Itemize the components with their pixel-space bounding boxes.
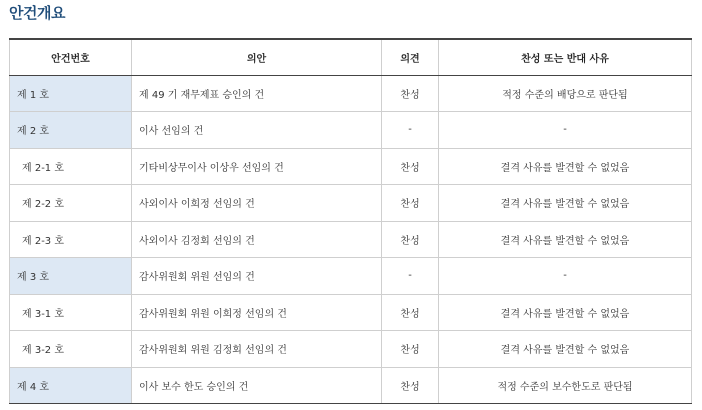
opinion-cell: 찬성 — [382, 75, 439, 112]
reason-cell: 결격 사유를 발견할 수 없었음 — [439, 148, 692, 185]
reason-cell: - — [439, 112, 692, 149]
agenda-cell: 사외이사 김정회 선임의 건 — [132, 221, 382, 258]
agenda-number-cell: 제 3-1 호 — [10, 294, 132, 331]
agenda-number-cell: 제 2-3 호 — [10, 221, 132, 258]
opinion-cell: 찬성 — [382, 185, 439, 222]
table-header-row — [10, 39, 692, 75]
reason-cell: 적정 수준의 보수한도로 판단됨 — [439, 367, 692, 404]
table-row — [10, 75, 692, 112]
reason-cell: 결격 사유를 발견할 수 없었음 — [439, 185, 692, 222]
agenda-number-cell: 제 2 호 — [10, 112, 132, 149]
reason-cell: 적정 수준의 배당으로 판단됨 — [439, 75, 692, 112]
table-row — [10, 221, 692, 258]
table-row — [10, 112, 692, 149]
opinion-cell: 찬성 — [382, 331, 439, 368]
reason-cell: - — [439, 258, 692, 295]
agenda-number-cell: 제 1 호 — [10, 75, 132, 112]
agenda-table — [9, 38, 692, 404]
header-opinion: 의견 — [382, 39, 439, 75]
table-row — [10, 367, 692, 404]
table-row — [10, 294, 692, 331]
reason-cell: 결격 사유를 발견할 수 없었음 — [439, 294, 692, 331]
agenda-cell: 이사 선임의 건 — [132, 112, 382, 149]
table-row — [10, 185, 692, 222]
agenda-number-cell: 제 4 호 — [10, 367, 132, 404]
agenda-number-cell: 제 3-2 호 — [10, 331, 132, 368]
header-agenda-number: 안건번호 — [10, 39, 132, 75]
agenda-cell: 사외이사 이희정 선임의 건 — [132, 185, 382, 222]
agenda-cell: 이사 보수 한도 승인의 건 — [132, 367, 382, 404]
table-row — [10, 148, 692, 185]
agenda-cell: 감사위원회 위원 이희정 선임의 건 — [132, 294, 382, 331]
reason-cell: 결격 사유를 발견할 수 없었음 — [439, 221, 692, 258]
opinion-cell: - — [382, 258, 439, 295]
opinion-cell: - — [382, 112, 439, 149]
header-reason: 찬성 또는 반대 사유 — [439, 39, 692, 75]
agenda-cell: 기타비상무이사 이상우 선임의 건 — [132, 148, 382, 185]
table-row — [10, 331, 692, 368]
agenda-cell: 제 49 기 재무제표 승인의 건 — [132, 75, 382, 112]
page-title: 안건개요 — [9, 4, 65, 22]
opinion-cell: 찬성 — [382, 294, 439, 331]
table-row — [10, 258, 692, 295]
agenda-cell: 감사위원회 위원 선임의 건 — [132, 258, 382, 295]
agenda-number-cell: 제 3 호 — [10, 258, 132, 295]
agenda-cell: 감사위원회 위원 김정회 선임의 건 — [132, 331, 382, 368]
opinion-cell: 찬성 — [382, 367, 439, 404]
opinion-cell: 찬성 — [382, 148, 439, 185]
reason-cell: 결격 사유를 발견할 수 없었음 — [439, 331, 692, 368]
header-agenda: 의안 — [132, 39, 382, 75]
opinion-cell: 찬성 — [382, 221, 439, 258]
agenda-number-cell: 제 2-1 호 — [10, 148, 132, 185]
agenda-number-cell: 제 2-2 호 — [10, 185, 132, 222]
